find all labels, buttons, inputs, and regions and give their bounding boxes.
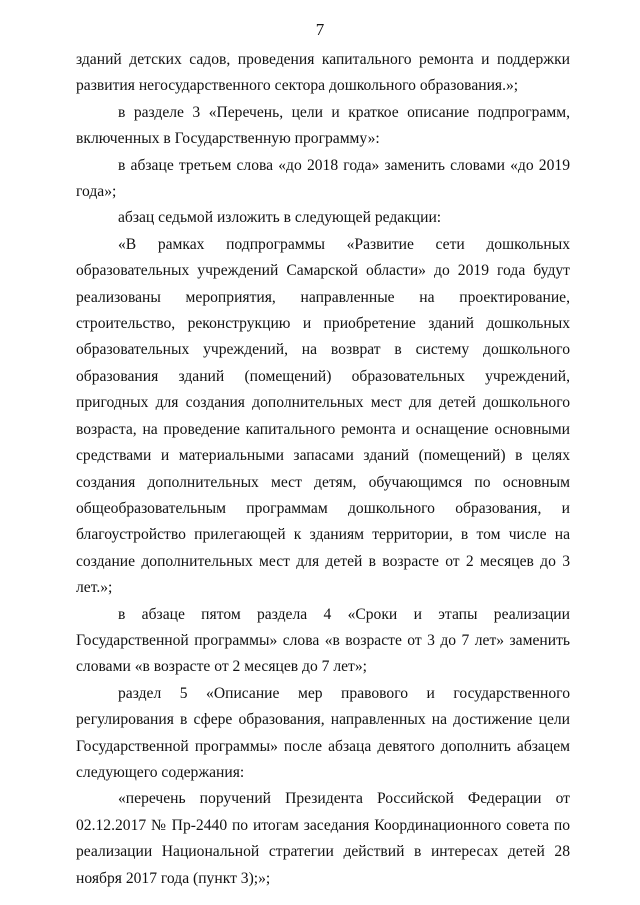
paragraph-section-5-intro: раздел 5 «Описание мер правового и государственного регулирования в сфере образования, направленных на достижение цели Государственной программы» после абзаца девятого дополнить абзацем следующего содержания: — [76, 684, 570, 781]
paragraph-new-abzac: «перечень поручений Президента Российской Федерации от 02.12.2017 № Пр-2440 по итогам заседания Координационного совета по реализации Национальной стратегии действий в интересах детей 28 ноября 2017 года (пункт 3);»; — [76, 790, 570, 887]
paragraph-continuation: зданий детских садов, проведения капитального ремонта и поддержки развития негосударственного сектора дошкольного образования.»; — [76, 51, 570, 95]
page-number: 7 — [315, 20, 325, 39]
paragraph-abzac-7-intro: абзац седьмой изложить в следующей редакции: — [118, 209, 442, 227]
paragraph-subprogram-text: «В рамках подпрограммы «Развитие сети дошкольных образовательных учреждений Самарской области» до 2019 года будут реализованы мероприятия, направленные на проектирование, строительство, реконструкцию и приобретение зданий дошкольных образовательных учреждений, на возврат в систему дошкольного образования зданий (помещений) образовательных учреждений, пригодных для создания дополнительных мест для детей дошкольного возраста, на проведение капитального ремонта и оснащение основными средствами и материальными запасами зданий (помещений) в целях создания дополнительных мест детям, обучающимся по основным общеобразовательным программам дошкольного образования, и благоустройство прилегающей к зданиям территории, в том числе на создание дополнительных мест для детей в возрасте от 2 месяцев до 3 лет.»; — [76, 235, 570, 597]
paragraph-abzac-3-change: в абзаце третьем слова «до 2018 года» заменить словами «до 2019 года»; — [76, 156, 570, 201]
paragraph-section-3-intro: в разделе 3 «Перечень, цели и краткое описание подпрограмм, включенных в Государственную программу»: — [76, 103, 570, 148]
document-body — [76, 47, 570, 892]
paragraph-section-4-change: в абзаце пятом раздела 4 «Сроки и этапы реализации Государственной программы» слова «в возрасте от 3 до 7 лет» заменить словами «в возрасте от 2 месяцев до 7 лет»; — [76, 605, 570, 676]
